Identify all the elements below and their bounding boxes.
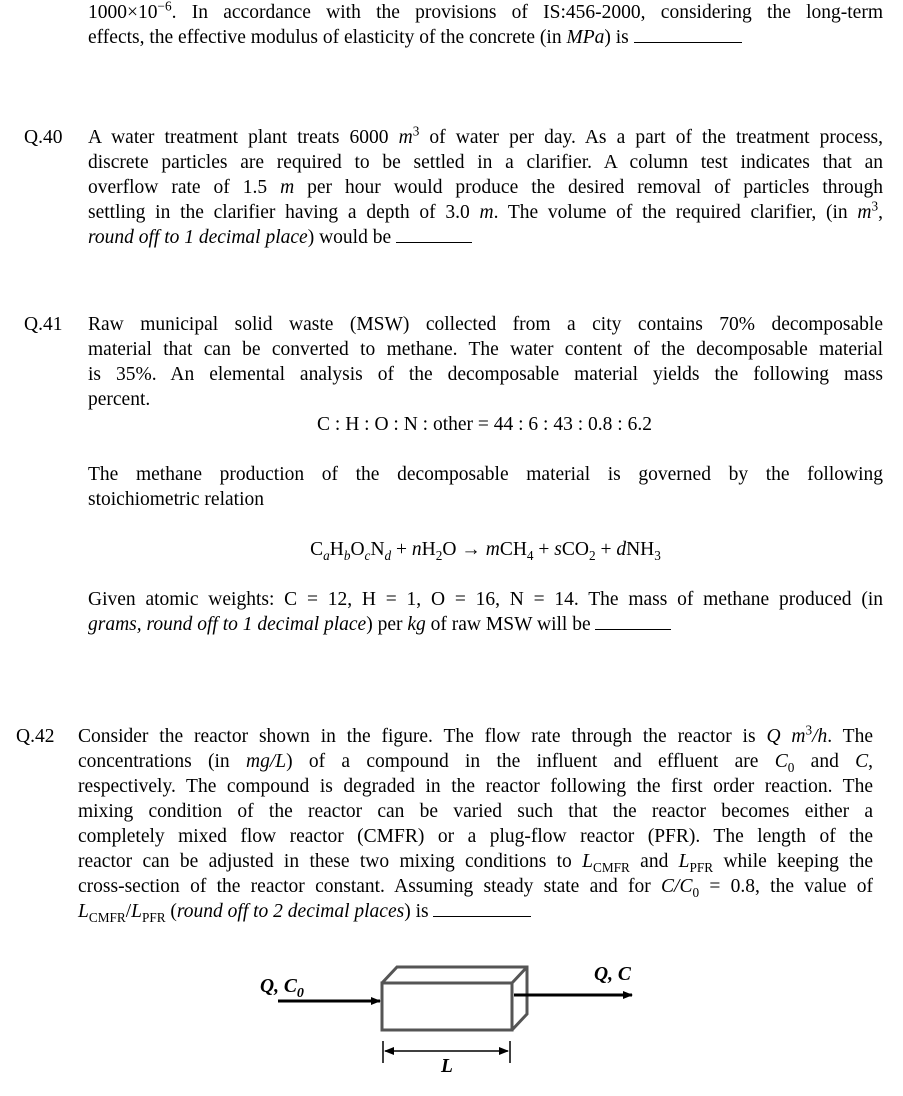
length-label: L: [441, 1056, 453, 1077]
question-number-42: Q.42: [16, 726, 55, 747]
inlet-label: Q, $C_0$: [260, 976, 304, 1001]
answer-blank: [634, 25, 742, 43]
answer-blank: [595, 612, 671, 630]
outlet-label: Q, C: [594, 964, 631, 985]
question-number-41: Q.41: [24, 314, 63, 335]
question-number-40: Q.40: [24, 127, 63, 148]
reactor-figure: [250, 955, 650, 1085]
question-41-text: Raw municipal solid waste (MSW) collected from a city contains 70% decomposable material that can be converted to methane. The water content of the decomposable material is 35%. An elemental analysis of the decomposable material yields the following mass percent. C : H : O : N : other = 44 : 6 : 43 : 0.8 : 6.2 The methane production of the decomposable material is governed by the following stoichiometric relation $C_aH_bO_cN_d + nH_2O \to mCH_4 + sCO_2 + dNH_3$ Given atomic weights: C = 12, H = 1, O = 16, N = 14. The mass of methane produced (in grams, round off to 1 decimal place) per kg of raw MSW will be: [88, 314, 883, 635]
answer-blank: [433, 899, 531, 917]
answer-blank: [396, 225, 472, 243]
question-42-text: Consider the reactor shown in the figure. The flow rate through the reactor is Q $m^3/h$. The concentrations (in mg/L) of a compound in the influent and effluent are $C_0$ and C, respectively. The compound is degraded in the reactor following the first order reaction. The mixing condition of the reactor can be varied such that the reactor becomes either a completely mixed flow reactor (CMFR) or a plug-flow reactor (PFR). The length of the reactor can be adjusted in these two mixing conditions to $L_{CMFR}$ and $L_{PFR}$ while keeping the cross-section of the reactor constant. Assuming steady state and for $C/C_0 = 0.8$, the value of $L_{CMFR}/L_{PFR}$ (round off to 2 decimal places) is: [78, 722, 874, 925]
stoichiometric-equation: $C_aH_bO_cN_d + nH_2O \to mCH_4 + sCO_2 + dNH_3$: [310, 539, 661, 563]
question-40-text: A water treatment plant treats 6000 $m^3$ of water per day. As a part of the treatment process, discrete particles are required to be settled in a clarifier. A column test indicates that an overflow rate of 1.5 m per hour would produce the desired removal of particles through settling in the clarifier having a depth of 3.0 m. The volume of the required clarifier, (in $m^3$, round off to 1 decimal place) would be: [88, 123, 884, 248]
reactor-box: [382, 967, 527, 1030]
mass-ratio: C : H : O : N : other = 44 : 6 : 43 : 0.8 : 6.2: [317, 414, 652, 435]
q39-continuation: $1000\times 10^{-6}$. In accordance with the provisions of IS:456-2000, considering the long-term effects, the effective modulus of elasticity of the concrete (in MPa) is: [88, 0, 883, 48]
